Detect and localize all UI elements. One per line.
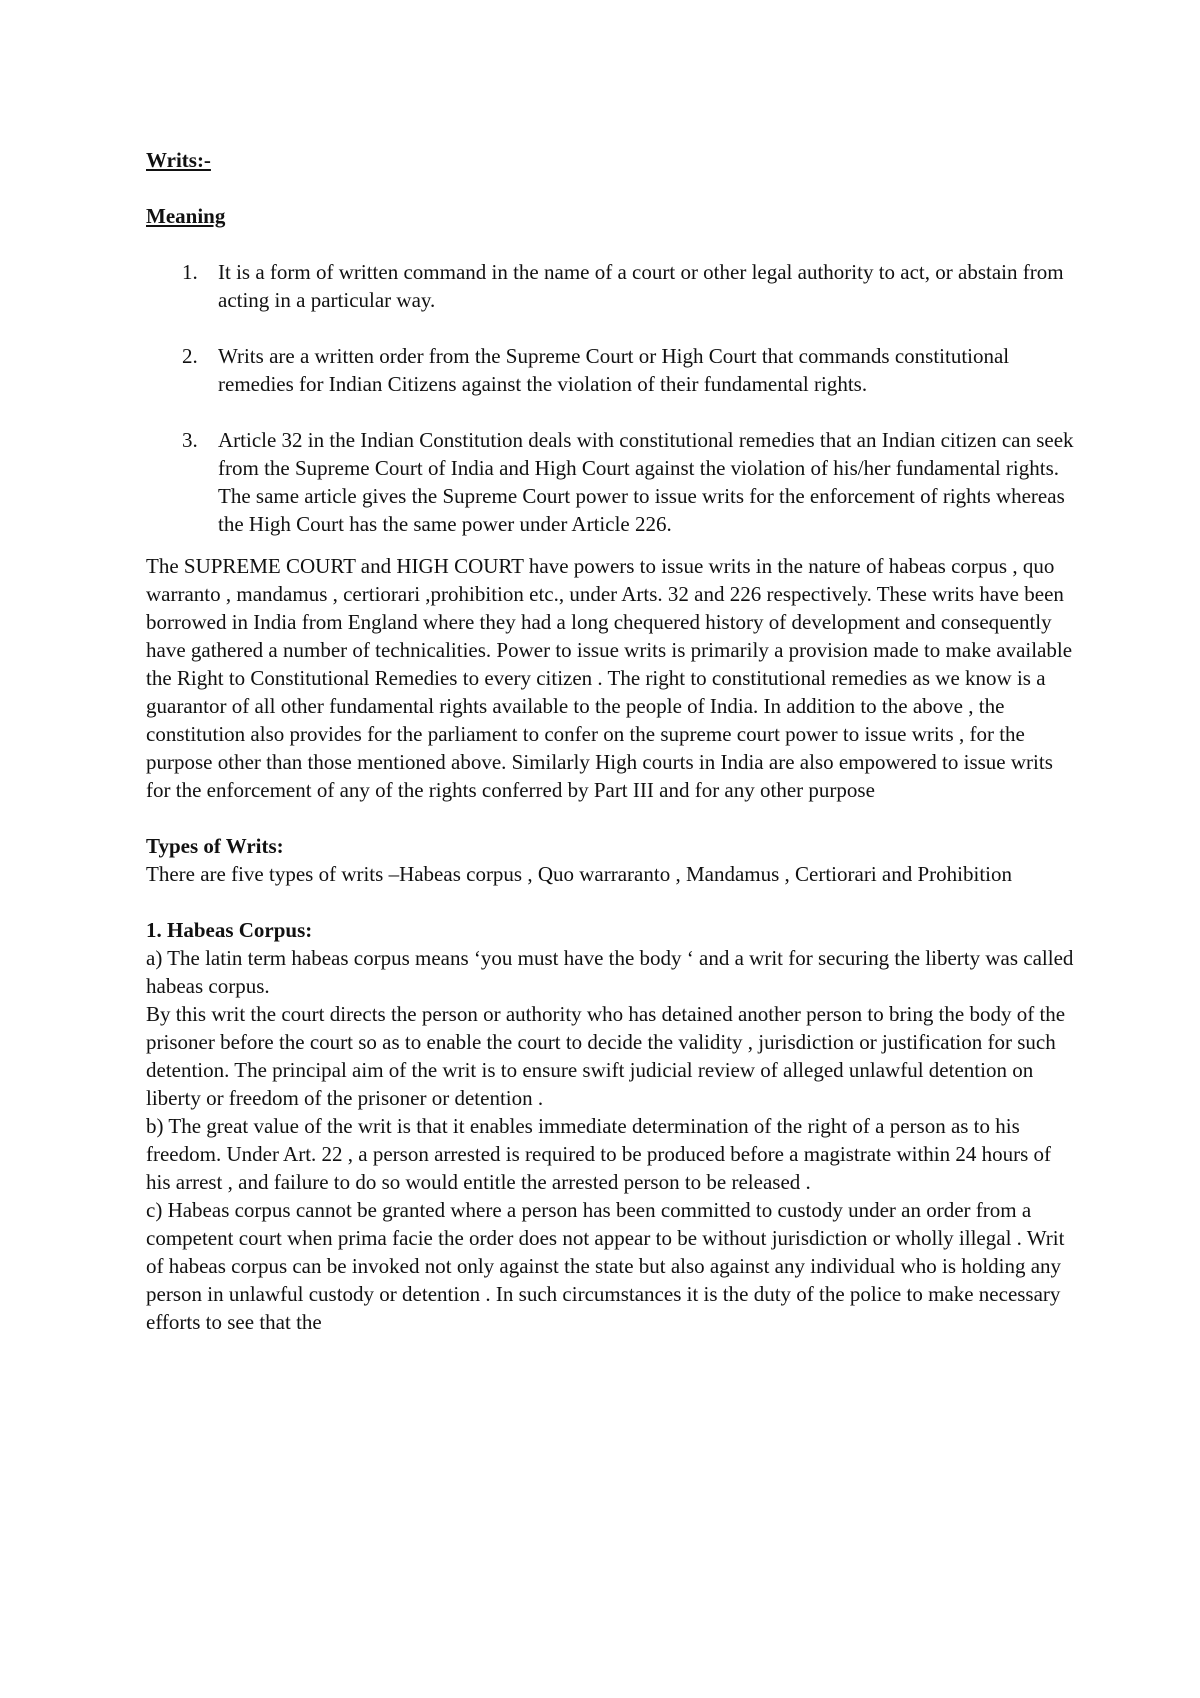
document-title: Writs:-	[146, 148, 211, 172]
list-item-number: 3.	[182, 428, 198, 452]
list-item	[146, 342, 1076, 398]
habeas-point-b: b) The great value of the writ is that it enables immediate determination of the right of a person as to his freedom. Under Art. 22 , a person arrested is required to be produced before a magistrate within 24 hours of his arrest , and failure to do so would entitle the arrested person to be released .	[146, 1114, 1052, 1194]
list-item-text: Writs are a written order from the Supreme Court or High Court that commands constitutional remedies for Indian Citizens against the violation of their fundamental rights.	[218, 344, 1010, 396]
habeas-corpus-heading: 1. Habeas Corpus:	[146, 918, 313, 942]
habeas-point-c: c) Habeas corpus cannot be granted where a person has been committed to custody under an order from a competent court when prima facie the order does not appear to be without jurisdiction or wholly illegal . Writ of habeas corpus can be invoked not only against the state but also against any individual who is holding any person in unlawful custody or detention . In such circumstances it is the duty of the police to make necessary efforts to see that the	[146, 1198, 1065, 1334]
list-item	[146, 426, 1076, 538]
types-heading: Types of Writs:	[146, 834, 284, 858]
list-item-text: It is a form of written command in the name of a court or other legal authority to act, or abstain from acting in a particular way.	[218, 260, 1064, 312]
habeas-point-a: a) The latin term habeas corpus means ‘you must have the body ‘ and a writ for securing the liberty was called habeas corpus.	[146, 946, 1074, 998]
list-item-text: Article 32 in the Indian Constitution deals with constitutional remedies that an Indian citizen can seek from the Supreme Court of India and High Court against the violation of his/her fundamental rights. The same article gives the Supreme Court power to issue writs for the enforcement of rights whereas the High Court has the same power under Article 226.	[218, 428, 1074, 536]
types-text: There are five types of writs –Habeas corpus , Quo warraranto , Mandamus , Certiorari and Prohibition	[146, 862, 1012, 886]
list-item	[146, 258, 1076, 314]
list-item-number: 1.	[182, 260, 198, 284]
meaning-list	[146, 258, 1076, 538]
meaning-heading: Meaning	[146, 204, 226, 228]
document-body	[146, 146, 1076, 1336]
list-item-number: 2.	[182, 344, 198, 368]
intro-paragraph: The SUPREME COURT and HIGH COURT have powers to issue writs in the nature of habeas corpus , quo warranto , mandamus , certiorari ,prohibition etc., under Arts. 32 and 226 respectively. These writs have been borrowed in India from England where they had a long chequered history of development and consequently have gathered a number of technicalities. Power to issue writs is primarily a provision made to make available the Right to Constitutional Remedies to every citizen . The right to constitutional remedies as we know is a guarantor of all other fundamental rights available to the people of India. In addition to the above , the constitution also provides for the parliament to confer on the supreme court power to issue writs , for the purpose other than those mentioned above. Similarly High courts in India are also empowered to issue writs for the enforcement of any of the rights conferred by Part III and for any other purpose	[146, 554, 1073, 802]
habeas-point-a-continued: By this writ the court directs the person or authority who has detained another person to bring the body of the prisoner before the court so as to enable the court to decide the validity , jurisdiction or justification for such detention. The principal aim of the writ is to ensure swift judicial review of alleged unlawful detention on liberty or freedom of the prisoner or detention .	[146, 1002, 1066, 1110]
